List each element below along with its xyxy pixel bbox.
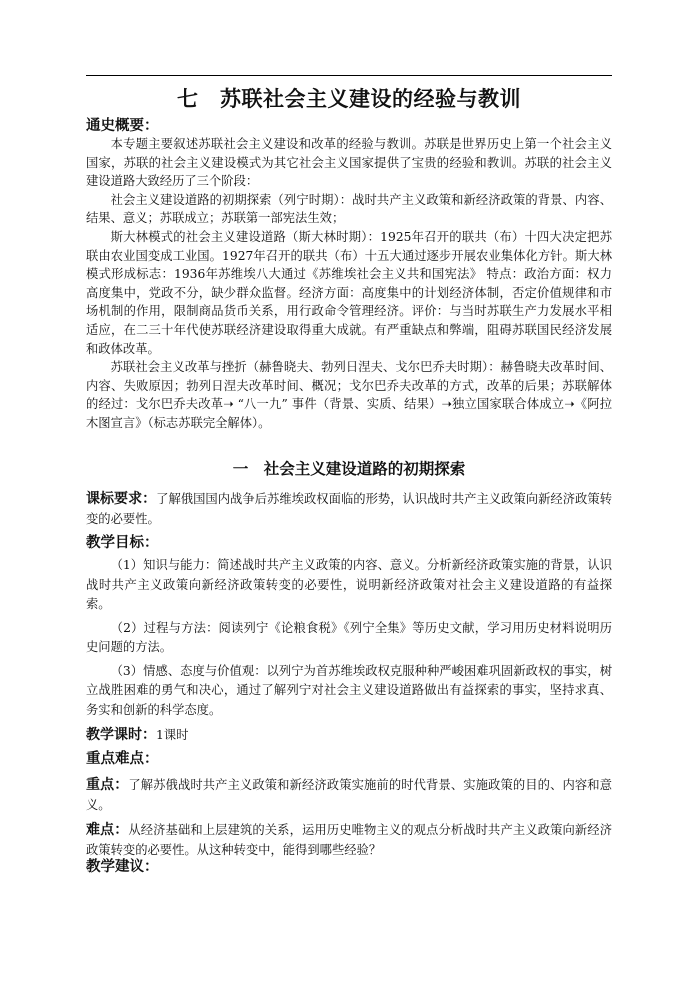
hours-value: 1课时: [156, 728, 189, 742]
difficulty-text: 从经济基础和上层建筑的关系，运用历史唯物主义的观点分析战时共产主义政策向新经济政策转变的必要性。从这种转变中，能得到哪些经验？: [86, 823, 612, 857]
objective-item: （3）情感、态度与价值观：以列宁为首苏维埃政权克服种种严峻困难巩固新政权的事实，树立战胜困难的勇气和决心，通过了解列宁对社会主义建设道路做出有益探索的事实，坚持求真、务实和创新的科学态度。: [86, 663, 612, 717]
objectives-heading: 教学目标：: [86, 535, 159, 551]
overview-section: [86, 117, 612, 433]
document-title: 七 苏联社会主义建设的经验与教训: [177, 87, 521, 111]
hours-line: [86, 726, 612, 746]
curriculum-label: 课标要求：: [86, 491, 157, 507]
focus-heading: 重点难点：: [86, 751, 159, 767]
key-point: [86, 776, 612, 815]
suggestions-heading: 教学建议：: [86, 859, 159, 875]
difficulty-point: [86, 821, 612, 860]
curriculum-section: [86, 490, 612, 529]
curriculum-text: 了解俄国国内战争后苏维埃政权面临的形势，认识战时共产主义政策向新经济政策转变的必要性。: [86, 492, 612, 526]
section-title: 一 社会主义建设道路的初期探索: [232, 460, 466, 478]
key-text: 了解苏俄战时共产主义政策和新经济政策实施前的时代背景、实施政策的目的、内容和意义。: [86, 778, 612, 812]
hours-label: 教学课时：: [86, 727, 156, 743]
top-rule: [86, 75, 612, 76]
overview-paragraph: 社会主义建设道路的初期探索（列宁时期）：战时共产主义政策和新经济政策的背景、内容、结果、意义；苏联成立；苏联第一部宪法生效；: [86, 192, 612, 226]
objectives-section: [86, 534, 612, 720]
focus-section: [86, 750, 612, 860]
difficulty-label: 难点：: [86, 822, 129, 838]
overview-heading: 通史概要：: [86, 118, 159, 134]
key-label: 重点：: [86, 777, 129, 793]
objective-item: （2）过程与方法：阅读列宁《论粮食税》《列宁全集》等历史文献，学习用历史材料说明历史问题的方法。: [86, 620, 612, 654]
suggestions-section: [86, 858, 612, 876]
overview-paragraph: 苏联社会主义改革与挫折（赫鲁晓夫、勃列日涅夫、戈尔巴乔夫时期）：赫鲁晓夫改革时间、内容、失败原因；勃列日涅夫改革时间、概况；戈尔巴乔夫改革的方式，改革的后果；苏联解体的经过：戈尔巴乔夫改革➝ “八一九” 事件（背景、实质、结果）➝独立国家联合体成立➝《阿拉木图宣言》（标志苏联完全解体）。: [86, 360, 612, 430]
hours-section: [86, 726, 612, 746]
curriculum-paragraph: [86, 490, 612, 529]
overview-paragraph: 本专题主要叙述苏联社会主义建设和改革的经验与教训。苏联是世界历史上第一个社会主义国家，苏联的社会主义建设模式为其它社会主义国家提供了宝贵的经验和教训。苏联的社会主义建设道路大致经历了三个阶段：: [86, 137, 612, 189]
overview-paragraph: 斯大林模式的社会主义建设道路（斯大林时期）：1925年召开的联共（布）十四大决定把苏联由农业国变成工业国。1927年召开的联共（布）十五大通过逐步开展农业集体化方针。斯大林模式形成标志：1936年苏维埃八大通过《苏维埃社会主义共和国宪法》 特点：政治方面：权力高度集中，党政不分，缺少群众监督。经济方面：高度集中的计划经济体制，否定价值规律和市场机制的作用，限制商品货币关系，用行政命令管理经济。评价：与当时苏联生产力发展水平相适应，在二三十年代使苏联经济建设取得重大成就。有严重缺点和弊端，阻碍苏联国民经济发展和政体改革。: [86, 229, 612, 356]
objective-item: （1）知识与能力：简述战时共产主义政策的内容、意义。分析新经济政策实施的背景，认识战时共产主义政策向新经济政策转变的必要性，说明新经济政策对社会主义建设道路的有益探索。: [86, 558, 612, 611]
